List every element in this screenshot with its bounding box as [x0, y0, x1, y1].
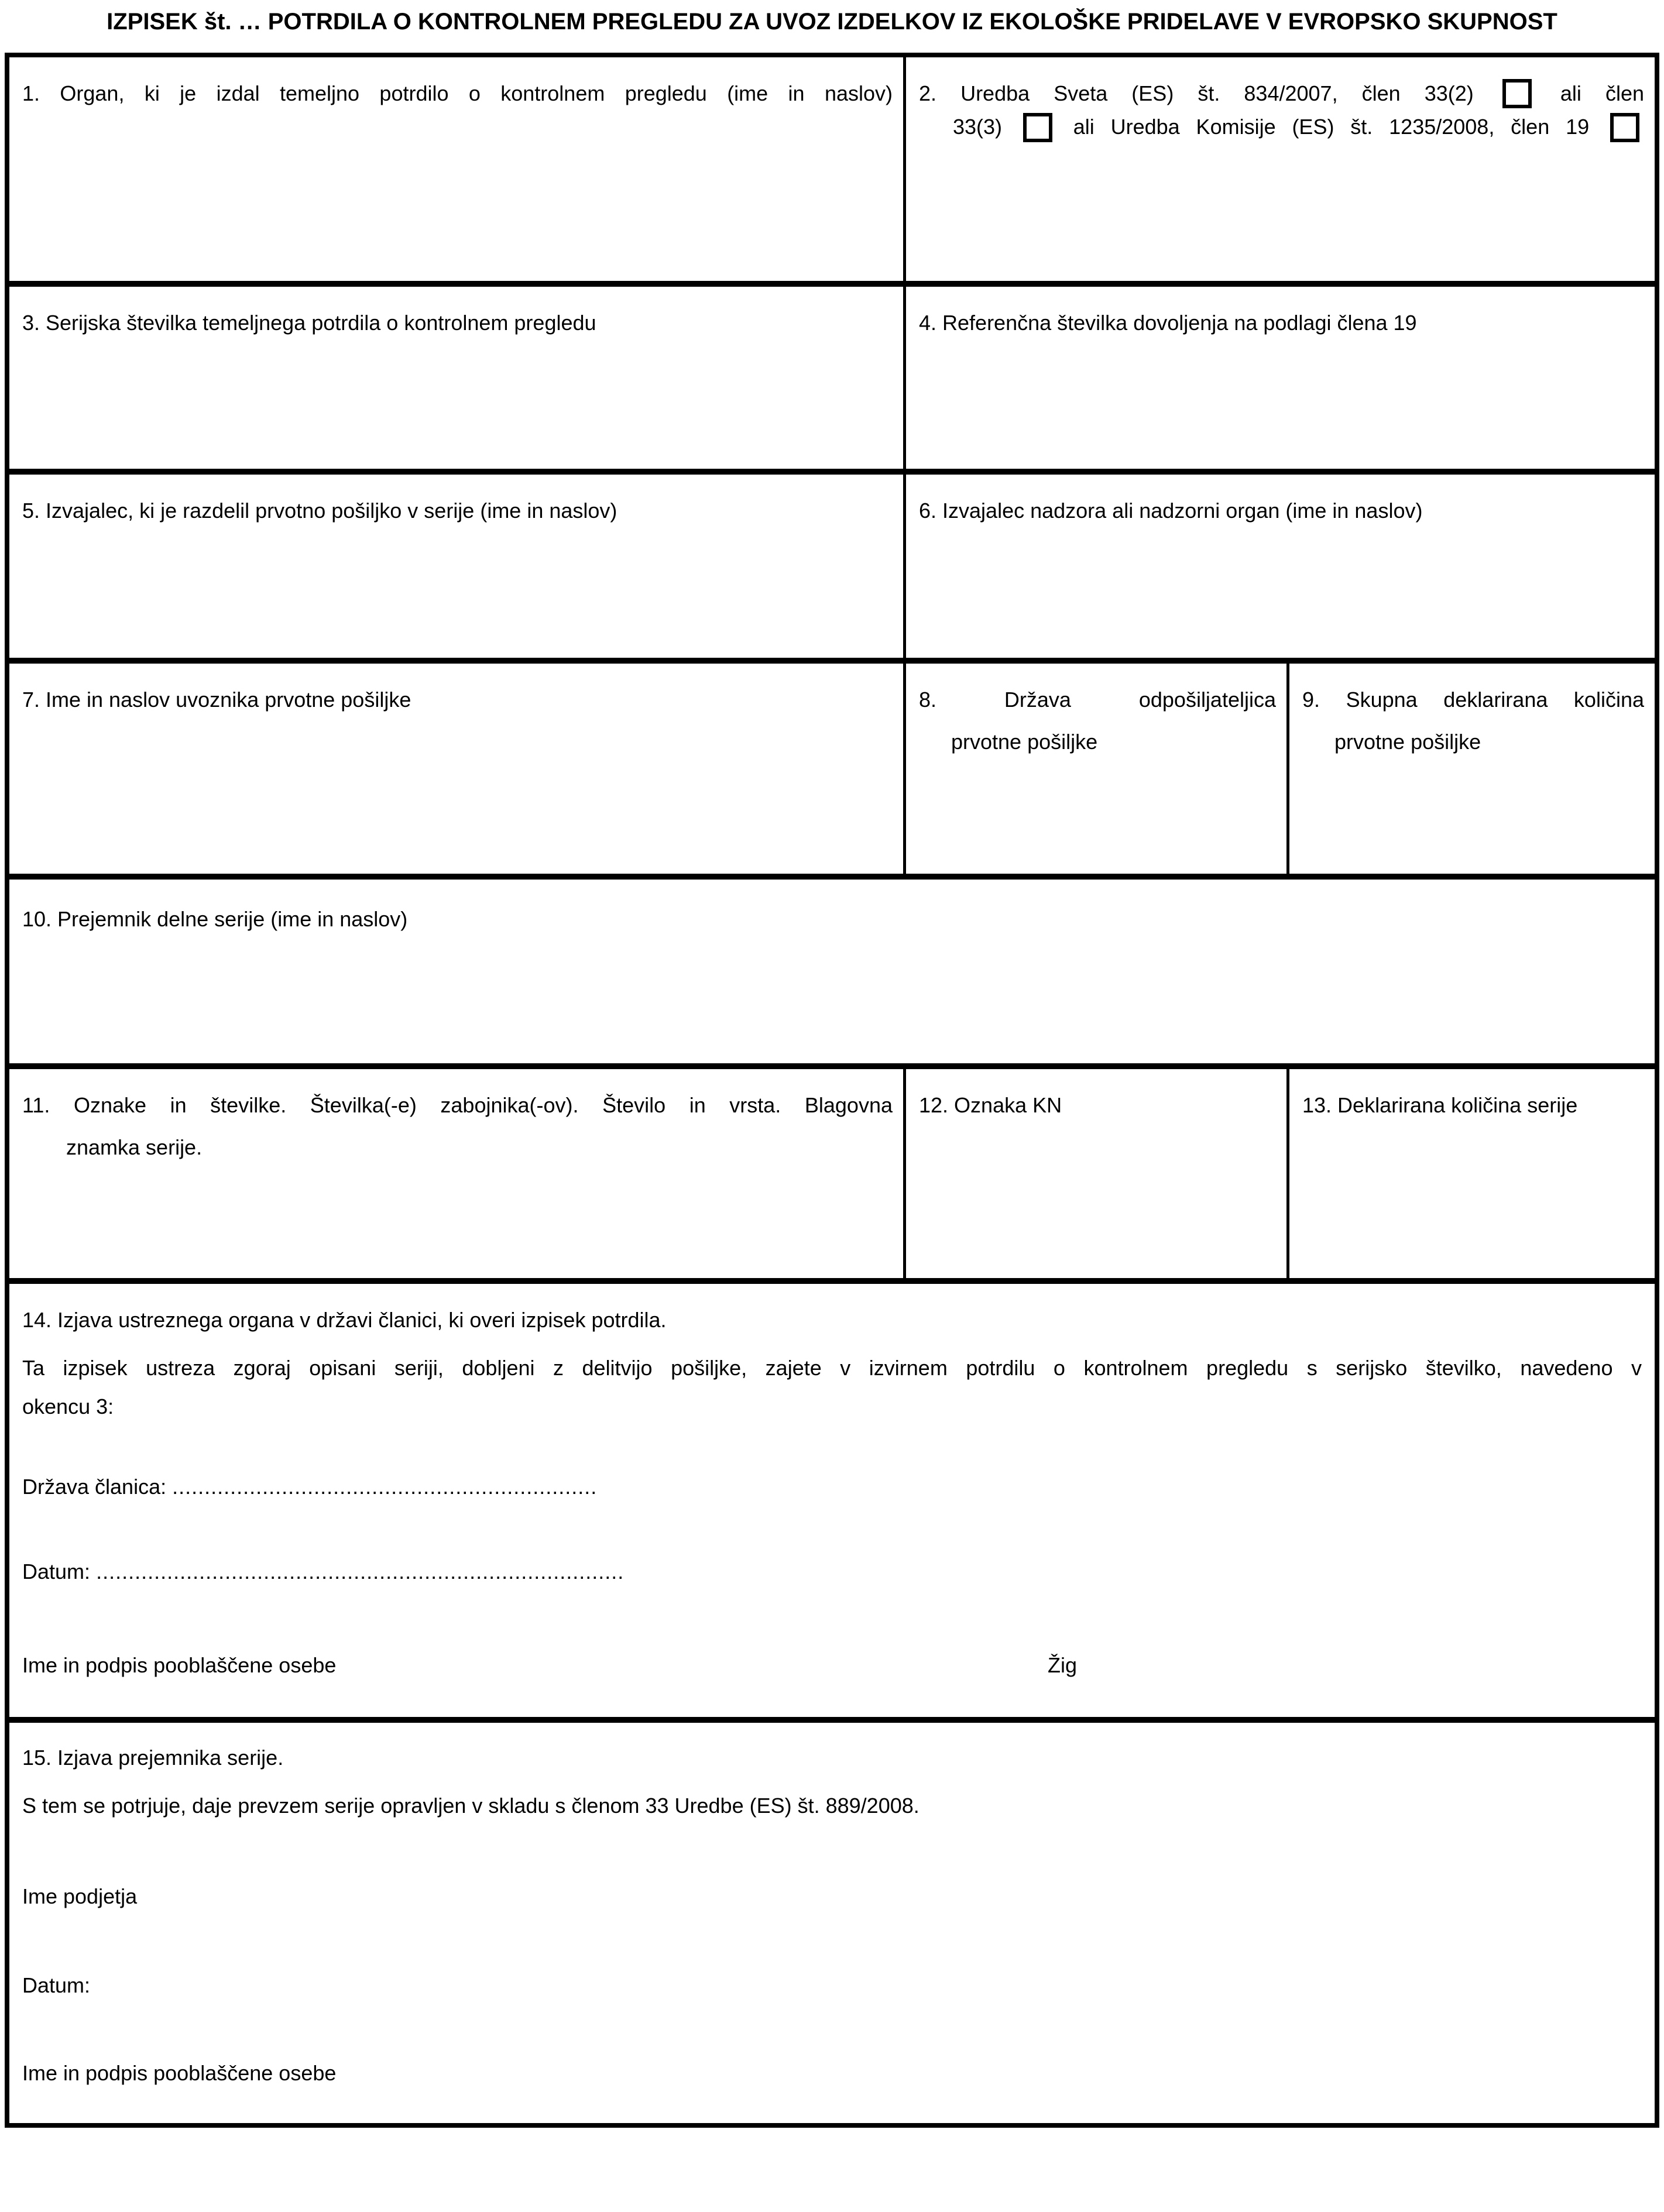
box-14: [9, 1284, 1655, 1717]
certificate-form: [5, 53, 1659, 2128]
row-3: [9, 469, 1655, 658]
member-state-dotted-line: ..................................................................: [172, 1475, 598, 1499]
box-7-label: 7. Ime in naslov uvoznika prvotne pošiljke: [22, 688, 411, 712]
box-14-paragraph-line-2: okencu 3:: [22, 1394, 114, 1418]
box-8-line-1: 8. Država odpošiljateljica: [919, 688, 1276, 712]
date-label-recipient: Datum:: [22, 1973, 91, 1997]
box-2-label-part-2: ali člen: [1560, 81, 1645, 105]
checkbox-article-33-2-icon[interactable]: [1502, 79, 1532, 108]
box-7: [9, 664, 903, 874]
box-3: [9, 287, 903, 469]
box-5: [9, 475, 903, 658]
box-15-paragraph: S tem se potrjuje, daje prevzem serije opravljen v skladu s členom 33 Uredbe (ES) št. 889/2008.: [22, 1794, 920, 1818]
signature-label-recipient: Ime in podpis pooblaščene osebe: [22, 2061, 337, 2085]
box-8-line-2: prvotne pošiljke: [951, 730, 1098, 754]
member-state-line: [22, 1472, 1642, 1502]
row-2: [9, 281, 1655, 469]
box-2-line-2: [953, 112, 1644, 143]
row-1: [9, 57, 1655, 281]
stamp-label: Žig: [1048, 1653, 1078, 1677]
box-9: [1286, 664, 1655, 874]
box-1: [9, 57, 903, 281]
box-10: [9, 880, 1655, 1063]
row-5: [9, 874, 1655, 1063]
box-11-line-2: znamka serije.: [66, 1135, 203, 1159]
date-line-authority: [22, 1557, 1642, 1587]
signature-label-authority: Ime in podpis pooblaščene osebe: [22, 1653, 337, 1677]
box-2-label-part-1: 2. Uredba Sveta (ES) št. 834/2007, člen 33(2): [919, 81, 1474, 105]
row-8: [9, 1717, 1655, 2123]
box-9-line-1: 9. Skupna deklarirana količina: [1302, 688, 1644, 712]
date-label-authority: Datum:: [22, 1560, 91, 1584]
company-name-label: Ime podjetja: [22, 1884, 138, 1908]
date-dotted-line: ..................................................................................: [96, 1560, 625, 1584]
box-6-label: 6. Izvajalec nadzora ali nadzorni organ (ime in naslov): [919, 499, 1423, 523]
box-4-label: 4. Referenčna številka dovoljenja na podlagi člena 19: [919, 311, 1417, 335]
box-8: [903, 664, 1286, 874]
box-14-paragraph-line-1: Ta izpisek ustreza zgoraj opisani seriji, dobljeni z delitvijo pošiljke, zajete v izvirnem potrdilu o kontrolnem pregledu s serijsko številko, navedeno v: [22, 1356, 1642, 1380]
row-4: [9, 658, 1655, 874]
checkbox-article-33-3-icon[interactable]: [1023, 113, 1052, 142]
box-14-heading: 14. Izjava ustreznega organa v državi članici, ki overi izpisek potrdila.: [22, 1308, 667, 1332]
row-6: [9, 1063, 1655, 1278]
box-4: [903, 287, 1655, 469]
box-2-line-1: [919, 78, 1644, 109]
box-9-line-2: prvotne pošiljke: [1334, 730, 1481, 754]
box-11: [9, 1069, 903, 1278]
box-11-line-1: 11. Oznake in številke. Številka(-e) zabojnika(-ov). Število in vrsta. Blagovna: [22, 1093, 893, 1117]
box-12: [903, 1069, 1286, 1278]
box-1-label: 1. Organ, ki je izdal temeljno potrdilo o kontrolnem pregledu (ime in naslov): [22, 81, 893, 105]
box-10-label: 10. Prejemnik delne serije (ime in naslov): [22, 907, 408, 931]
box-5-label: 5. Izvajalec, ki je razdelil prvotno pošiljko v serije (ime in naslov): [22, 499, 617, 523]
box-2-label-part-4: ali Uredba Komisije (ES) št. 1235/2008, člen 19: [1073, 115, 1590, 139]
box-2: [903, 57, 1655, 281]
box-2-label-part-3: 33(3): [953, 115, 1003, 139]
box-12-label: 12. Oznaka KN: [919, 1093, 1062, 1117]
box-15: [9, 1723, 1655, 2123]
checkbox-article-19-icon[interactable]: [1610, 113, 1639, 142]
member-state-label: Država članica:: [22, 1475, 167, 1499]
document-title: IZPISEK št. … POTRDILA O KONTROLNEM PREGLEDU ZA UVOZ IZDELKOV IZ EKOLOŠKE PRIDELAVE V EVROPSKO SKUPNOST: [107, 9, 1557, 35]
box-13: [1286, 1069, 1655, 1278]
box-3-label: 3. Serijska številka temeljnega potrdila o kontrolnem pregledu: [22, 311, 596, 335]
signature-stamp-row: [22, 1650, 1642, 1681]
box-15-heading: 15. Izjava prejemnika serije.: [22, 1746, 284, 1770]
row-7: [9, 1278, 1655, 1717]
box-6: [903, 475, 1655, 658]
box-13-label: 13. Deklarirana količina serije: [1302, 1093, 1578, 1117]
